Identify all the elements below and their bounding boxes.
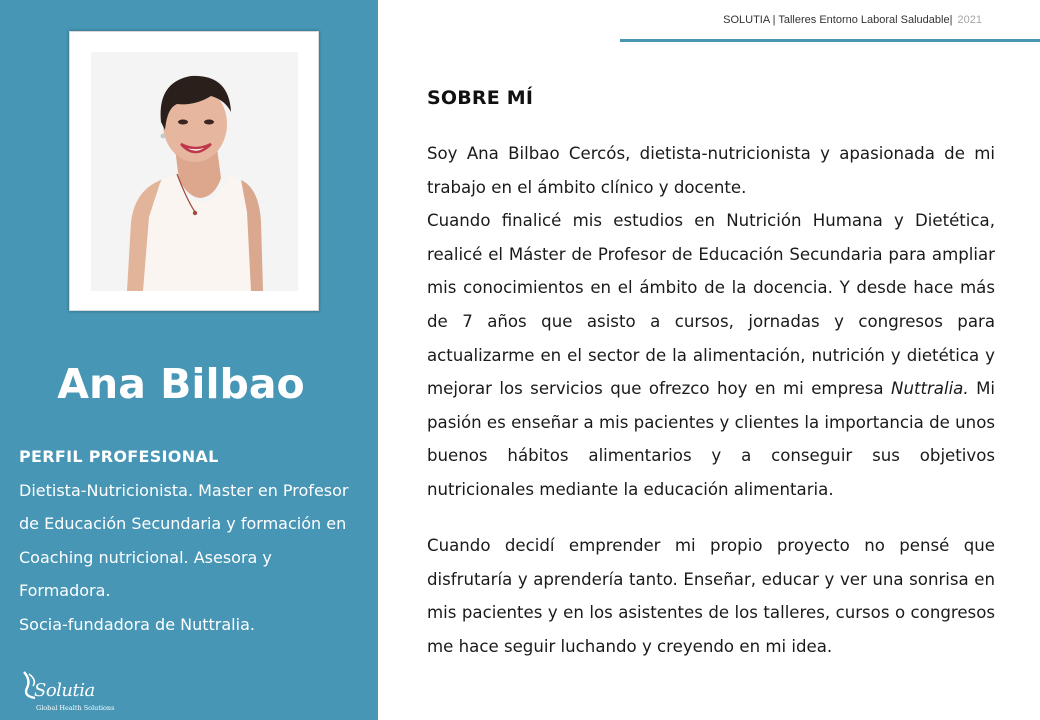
profile-line: Socia-fundadora de Nuttralia.: [19, 614, 255, 634]
project-text: Cuando decidí emprender mi propio proyecto no pensé que disfrutaría y aprendería tanto. Enseñar, educar y ver una sonrisa en mis pacientes y en los asistentes de los talleres, cursos o congresos me hace seguir luchando y creyendo en mi idea.: [427, 536, 995, 656]
about-paragraph-1: [427, 137, 995, 507]
career-text: [427, 204, 995, 506]
intro-sentence: Soy Ana Bilbao Cercós, dietista-nutricionista y apasionada de mi trabajo en el ámbito clínico y docente.: [427, 144, 995, 197]
section-title: SOBRE MÍ: [427, 87, 534, 109]
profile-line: Formadora.: [19, 581, 111, 601]
profile-line: de Educación Secundaria y formación en: [19, 514, 347, 534]
profile-heading: PERFIL PROFESIONAL: [19, 447, 219, 466]
solutia-logo: [21, 670, 121, 714]
header-year: 2021: [957, 14, 982, 26]
portrait-illustration: [91, 52, 298, 291]
document-header: [723, 14, 982, 26]
header-title: SOLUTIA | Talleres Entorno Laboral Saludable|: [723, 14, 953, 26]
professional-profile: [19, 440, 369, 642]
photo-frame: [69, 31, 319, 311]
brand-name: Nuttralia.: [891, 379, 969, 399]
header-divider: [620, 39, 1040, 42]
profile-line: Dietista-Nutricionista. Master en Profesor: [19, 480, 349, 500]
logo-wordmark: Solutia: [34, 680, 95, 701]
career-text-end: Mi pasión es enseñar a mis pacientes y clientes la importancia de unos buenos hábitos alimentarios y a conseguir sus objetivos nutricionales mediante la educación alimentaria.: [427, 379, 995, 499]
about-paragraph-2: [427, 529, 995, 663]
profile-line: Coaching nutricional. Asesora y: [19, 547, 272, 567]
portrait-photo: [91, 52, 298, 291]
person-name: Ana Bilbao: [57, 360, 305, 408]
logo-tagline: Global Health Solutions: [36, 704, 115, 712]
career-text-start: Cuando finalicé mis estudios en Nutrición Humana y Dietética, realicé el Máster de Profesor de Educación Secundaria para ampliar mis conocimientos en el ámbito de la docencia. Y desde hace más de 7 años que asisto a cursos, jornadas y congresos para actualizarme en el sector de la alimentación, nutrición y dietética y mejorar los servicios que ofrezco hoy en mi empresa: [427, 211, 995, 399]
profile-sidebar: [0, 0, 378, 720]
